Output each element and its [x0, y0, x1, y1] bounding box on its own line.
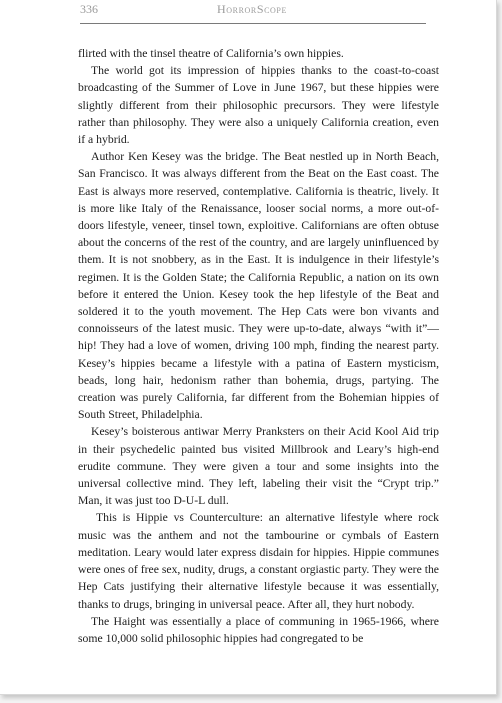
- paragraph-merry-pranksters: Kesey’s boisterous antiwar Merry Pranksters on their Acid Kool Aid trip in their psychedelic painted bus visited Millbrook and Leary’s high-end erudite commune. They were given a tour and some insights into the universal collective mind. They left, labeling their visit the “Crypt trip.” Man, it was just too D-U-L dull.: [78, 425, 439, 508]
- page-header: [80, 0, 426, 22]
- running-title: HorrorScope: [217, 2, 287, 16]
- paragraph-haight: The Haight was essentially a place of communing in 1965-1966, where some 10,000 solid philosophic hippies had congregated to be: [78, 614, 439, 645]
- paragraph-summer-of-love: The world got its impression of hippies thanks to the coast-to-coast broadcasting of the Summer of Love in June 1967, but these hippies were slightly different from their philosophic precursors. They were lifestyle rather than philosophy. They were also a uniquely California creation, even if a hybrid.: [78, 64, 439, 147]
- page-number: 336: [80, 2, 98, 16]
- body-text: [78, 45, 439, 647]
- paragraph-ken-kesey: Author Ken Kesey was the bridge. The Beat nestled up in North Beach, San Francisco. It was always different from the Beat on the East coast. The East is always more reserved, contemplative. California is theatric, lively. It is more like Italy of the Renaissance, looser social norms, a more out-of-doors lifestyle, veneer, tinsel town, exploitive. Californians are often obtuse about the concerns of the rest of the country, and are largely uninfluenced by them. It is not snobbery, as in the East. It is indulgence in their lifestyle’s regimen. It is the Golden State; the California Republic, a nation on its own before it entered the Union. Kesey took the hep lifestyle of the Beat and soldered it to the youth movement. The Hep Cats were bon vivants and connoisseurs of the latest music. They were up-to-date, always “with it”— hip! They had a love of women, driving 100 mph, finding the nearest party. Kesey’s hippies became a lifestyle with a patina of Eastern mysticism, beads, long hair, hedonism rather than bohemia, drugs, partying. The creation was purely California, far different from the Bohemian hippies of South Street, Philadelphia.: [78, 150, 439, 422]
- paragraph-hippie-vs-counterculture: This is Hippie vs Counterculture: an alternative lifestyle where rock music was the anthem and not the tambourine or cymbals of Eastern meditation. Leary would later express disdain for hippies. Hippie communes were ones of free sex, nudity, drugs, a constant orgiastic party. They were the Hep Cats justifying their alternative lifestyle because it was essentially, thanks to drugs, bringing in universal peace. After all, they hurt nobody.: [78, 511, 439, 611]
- header-rule: [80, 23, 426, 24]
- paragraph-continuation: flirted with the tinsel theatre of California’s own hippies.: [78, 47, 344, 60]
